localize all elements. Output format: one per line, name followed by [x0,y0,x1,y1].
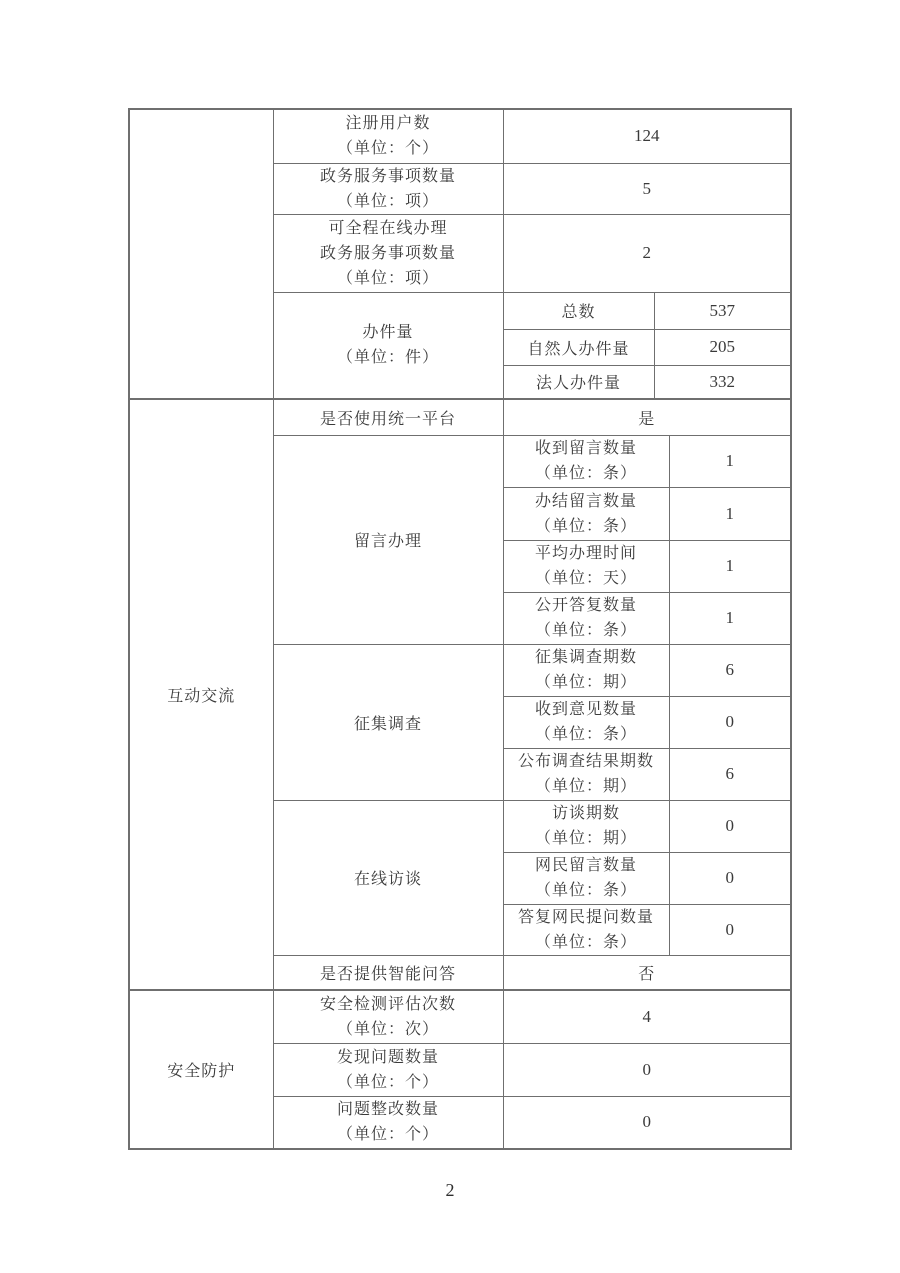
unified-platform-label-cell [273,399,503,435]
cell-value: 4 [642,1006,651,1026]
cell-value: 1 [725,556,734,575]
row-label: 是否使用统一平台 [319,410,456,428]
cell-value: 0 [642,1059,651,1079]
cell-value: 1 [725,608,734,627]
questions-answered-value-cell [669,904,791,955]
messages-received-value-cell [669,435,791,487]
sub-label: 总数 [561,304,596,321]
problems-fixed-label-cell [273,1096,503,1149]
label-line: 答复网民提问数量 [517,908,654,926]
cell-value: 否 [638,965,656,983]
netizen-messages-label-cell [503,852,669,904]
problems-fixed-value-cell [503,1096,791,1149]
cell-value: 5 [642,178,651,198]
label-line: 办件量 [362,324,414,342]
opinions-received-value-cell [669,696,791,748]
public-replies-label-cell [503,592,669,644]
results-published-value-cell [669,748,791,800]
unit-line: （单位：条） [534,465,637,482]
report-table [128,108,792,1150]
label-line: 办结留言数量 [534,492,637,510]
label-line: 平均办理时间 [534,545,637,562]
messages-received-label-cell [503,435,669,487]
label-line: 安全检测评估次数 [319,995,456,1013]
label-line: 公开答复数量 [534,597,637,614]
unit-line: （单位：条） [534,622,637,639]
unit-line: （单位：期） [534,830,637,847]
cell-value: 205 [709,337,735,356]
registered-users-value-cell [503,109,791,163]
section-security-label-cell [129,990,273,1149]
label-line: 收到留言数量 [534,440,637,457]
sub-label: 法人办件量 [535,375,621,393]
survey-periods-value-cell [669,644,791,696]
cell-value: 6 [725,764,734,783]
unit-line: （单位：件） [336,349,439,367]
full-online-items-label-cell [273,214,503,292]
case-volume-total-label-cell [503,292,654,329]
registered-users-label-cell [273,109,503,163]
avg-handle-time-label-cell [503,540,669,592]
problems-found-label-cell [273,1043,503,1096]
unit-line: （单位：个） [336,1126,439,1144]
label-line: 政务服务事项数量 [319,244,456,262]
section-label: 互动交流 [167,688,236,705]
cell-value: 2 [642,243,651,262]
opinions-received-label-cell [503,696,669,748]
unit-line: （单位：条） [534,882,637,899]
case-volume-natural-label-cell [503,329,654,365]
section-services-cell [129,109,273,399]
cell-value: 0 [725,868,734,887]
gov-service-items-label-cell [273,163,503,214]
label-line: 注册用户数 [345,115,431,133]
unified-platform-value-cell [503,399,791,435]
cell-value: 537 [709,300,735,320]
interview-periods-label-cell [503,800,669,852]
unit-line: （单位：期） [534,778,637,795]
messages-completed-value-cell [669,487,791,540]
cell-value: 0 [725,712,734,731]
cell-value: 124 [634,126,660,146]
cell-value: 0 [725,919,734,939]
section-interaction-label-cell [129,399,273,990]
cell-value: 0 [642,1112,651,1132]
interview-periods-value-cell [669,800,791,852]
group-label: 留言办理 [353,533,422,550]
case-volume-legal-label-cell [503,365,654,399]
group-label: 在线访谈 [353,871,422,888]
questions-answered-label-cell [503,904,669,955]
netizen-messages-value-cell [669,852,791,904]
cell-value: 是 [638,410,656,428]
sub-label: 自然人办件量 [527,340,630,358]
label-line: 征集调查期数 [534,649,637,666]
group-label: 征集调查 [353,715,422,733]
case-volume-legal-value-cell [654,365,791,399]
label-line: 公布调查结果期数 [517,753,654,770]
case-volume-total-value-cell [654,292,791,329]
smart-qa-value-cell [503,955,791,990]
label-line: 可全程在线办理 [328,219,448,237]
page-number: 2 [445,1180,455,1200]
online-interview-group-cell [273,800,503,955]
cell-value: 332 [709,371,735,391]
security-checks-value-cell [503,990,791,1043]
label-line: 收到意见数量 [534,701,637,718]
label-line: 发现问题数量 [336,1048,439,1066]
survey-periods-label-cell [503,644,669,696]
row-label: 是否提供智能问答 [319,965,456,983]
label-line: 问题整改数量 [336,1101,439,1119]
public-replies-value-cell [669,592,791,644]
survey-group-cell [273,644,503,800]
unit-line: （单位：个） [336,140,439,158]
smart-qa-label-cell [273,955,503,990]
unit-line: （单位：项） [336,192,439,210]
unit-line: （单位：期） [534,674,637,691]
unit-line: （单位：次） [336,1020,439,1038]
unit-line: （单位：个） [336,1073,439,1091]
case-volume-label-cell [273,292,503,399]
cell-value: 6 [725,660,734,679]
results-published-label-cell [503,748,669,800]
unit-line: （单位：天） [534,570,637,587]
unit-line: （单位：项） [336,269,439,287]
label-line: 网民留言数量 [534,857,637,874]
label-line: 政务服务事项数量 [319,167,456,185]
messages-completed-label-cell [503,487,669,540]
message-handling-group-cell [273,435,503,644]
problems-found-value-cell [503,1043,791,1096]
cell-value: 1 [725,451,734,470]
section-label: 安全防护 [167,1063,236,1080]
unit-line: （单位：条） [534,517,637,535]
unit-line: （单位：条） [534,726,637,743]
label-line: 访谈期数 [551,805,620,822]
cell-value: 1 [725,503,734,523]
full-online-items-value-cell [503,214,791,292]
avg-handle-time-value-cell [669,540,791,592]
unit-line: （单位：条） [534,933,637,951]
case-volume-natural-value-cell [654,329,791,365]
cell-value: 0 [725,816,734,835]
security-checks-label-cell [273,990,503,1043]
gov-service-items-value-cell [503,163,791,214]
